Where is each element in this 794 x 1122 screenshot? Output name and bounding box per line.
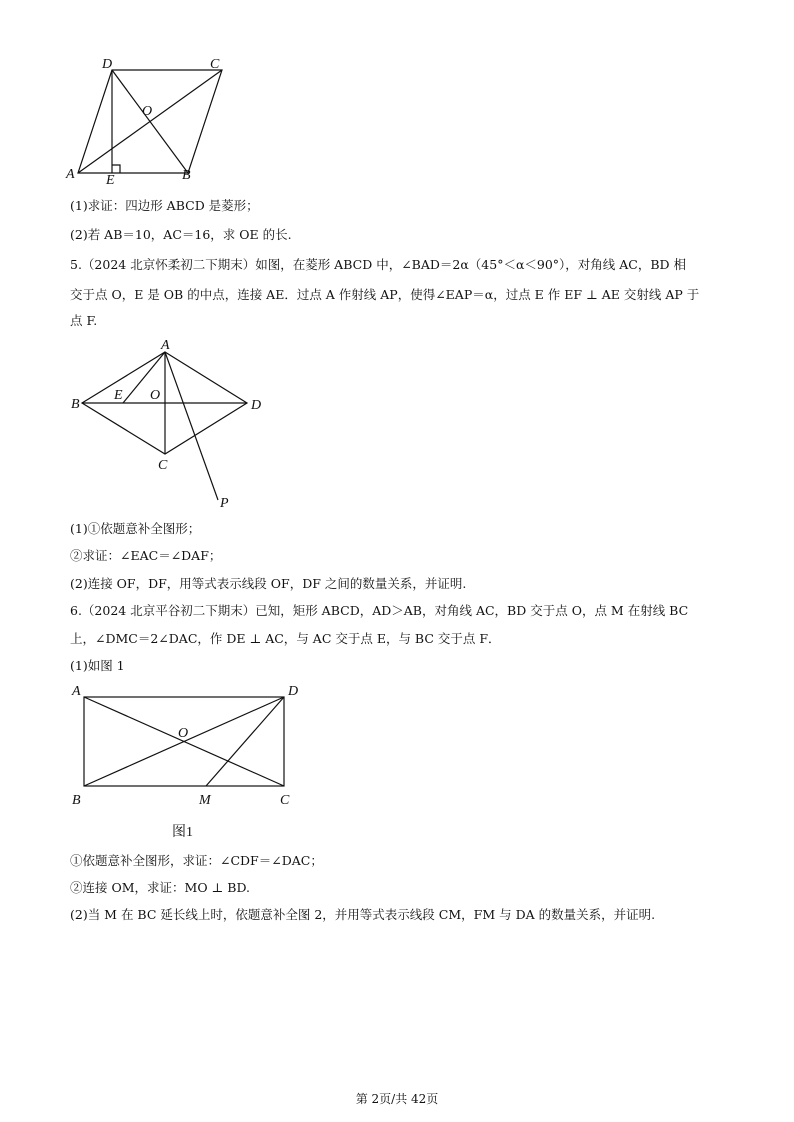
figure-caption: 图1 <box>172 825 193 840</box>
label-a: A <box>161 338 170 353</box>
label-e: E <box>114 388 123 403</box>
figure-q6-svg <box>64 680 314 850</box>
label-a: A <box>66 167 75 182</box>
q4-part2: (2)若 AB＝10，AC＝16，求 OE 的长. <box>70 227 292 242</box>
q5-stem-line1: 5.（2024 北京怀柔初二下期末）如图，在菱形 ABCD 中，∠BAD＝2α（45°＜α＜90°），对角线 AC，BD 相 <box>70 257 687 272</box>
q6-part1-2: ②连接 OM，求证：MO ⊥ BD. <box>70 880 251 895</box>
figure-q5-svg <box>65 335 285 515</box>
label-a: A <box>72 684 81 699</box>
label-b: B <box>71 397 80 412</box>
q5-part1: (1)①依题意补全图形； <box>70 521 201 536</box>
figure-q4-svg <box>60 55 260 190</box>
figure-q4 <box>60 55 260 190</box>
page-footer: 第 2页/共 42页 <box>355 1092 439 1106</box>
figure-q5 <box>65 335 285 515</box>
label-p: P <box>220 496 229 511</box>
label-d: D <box>251 398 262 413</box>
label-b: B <box>182 168 191 183</box>
figure-q6 <box>64 680 314 850</box>
q5-stem-line2: 交于点 O，E 是 OB 的中点，连接 AE．过点 A 作射线 AP，使得∠EAP＝α，过点 E 作 EF ⊥ AE 交射线 AP 于 <box>70 287 700 302</box>
label-o: O <box>150 388 161 403</box>
right-angle-mark <box>112 165 120 173</box>
diagonal-bd <box>112 70 188 173</box>
segment-dm <box>206 697 284 786</box>
label-d: D <box>288 684 299 699</box>
label-e: E <box>106 173 115 188</box>
q4-part1: (1)求证：四边形 ABCD 是菱形； <box>70 198 259 213</box>
label-c: C <box>158 458 168 473</box>
q5-stem-line3: 点 F. <box>70 313 98 328</box>
label-o: O <box>142 104 153 119</box>
q6-stem-line1: 6.（2024 北京平谷初二下期末）已知，矩形 ABCD，AD＞AB，对角线 AC，BD 交于点 O，点 M 在射线 BC <box>70 603 689 618</box>
label-c: C <box>210 57 220 72</box>
q6-stem-line2: 上，∠DMC＝2∠DAC，作 DE ⊥ AC，与 AC 交于点 E，与 BC 交于点 F． <box>70 631 501 646</box>
label-m: M <box>199 793 211 808</box>
label-b: B <box>72 793 81 808</box>
label-c: C <box>280 793 290 808</box>
q5-part1-proof: ②求证：∠EAC＝∠DAF； <box>70 548 222 563</box>
label-o: O <box>178 726 189 741</box>
q6-part2: (2)当 M 在 BC 延长线上时，依题意补全图 2，并用等式表示线段 CM，FM 与 DA 的数量关系，并证明. <box>70 907 656 922</box>
q6-stem-line3: (1)如图 1 <box>70 658 125 673</box>
label-d: D <box>102 57 113 72</box>
q5-part2: (2)连接 OF，DF，用等式表示线段 OF，DF 之间的数量关系，并证明. <box>70 576 467 591</box>
q6-part1: ①依题意补全图形，求证：∠CDF＝∠DAC； <box>70 853 323 868</box>
